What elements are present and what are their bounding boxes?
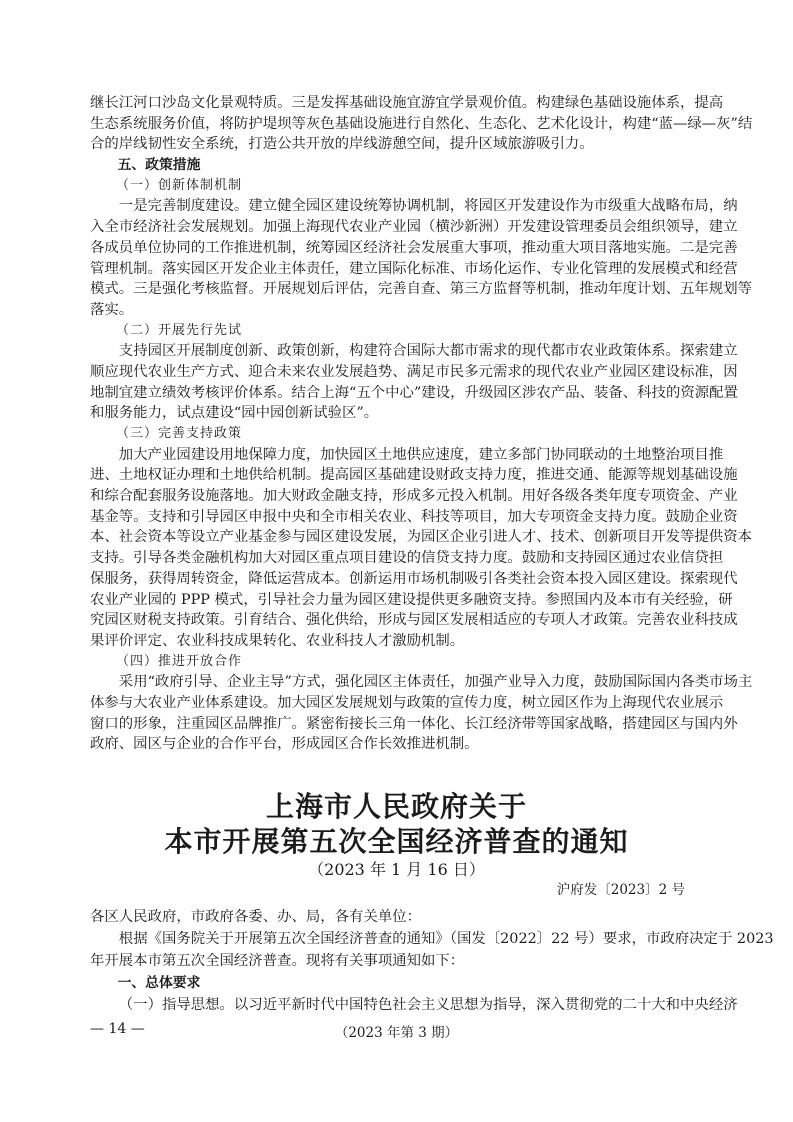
text-line: 五、政策措施	[117, 157, 201, 174]
notice-date: （2023 年 1 月 16 日）	[308, 860, 485, 879]
text-line: 支持。引导各类金融机构加大对园区重点项目建设的信贷支持力度。鼓励和支持园区通过农业信贷担	[90, 550, 724, 567]
text-line: 生态系统服务价值，将防护堤坝等灰色基础设施进行自然化、生态化、艺术化设计，构建“蓝—绿—灰”结	[90, 115, 753, 132]
paragraph	[90, 445, 752, 652]
text-line: （四）推进开放合作	[116, 653, 243, 669]
text-line: 合的岸线韧性安全系统，打造公共开放的岸线游憩空间，提升区域旅游吸引力。	[90, 136, 594, 153]
page-number: — 14 —	[90, 1021, 145, 1037]
paragraph	[90, 994, 738, 1016]
text-line: 支持园区开展制度创新、政策创新，构建符合国际大都市需求的现代都市农业政策体系。探索建立	[118, 343, 738, 360]
text-line: 地制宜建立绩效考核评价体系。结合上海“五个中心”建设，升级园区涉农产品、装备、科技的资源配置	[90, 384, 738, 401]
notice-title-line2: 本市开展第五次全国经济普查的通知	[164, 825, 629, 858]
text-line: 基金等。支持和引导园区申报中央和全市相关农业、科技等项目，加大专项资金支持力度。鼓励企业资	[90, 508, 738, 525]
text-line: 一、总体要求	[117, 975, 201, 991]
text-line: 继长江河口沙岛文化景观特质。三是发挥基础设施宜游宜学景观价值。构建绿色基础设施体系，提高	[90, 95, 724, 111]
text-line: 本、社会资本等设立产业基金参与园区建设发展，为园区企业引进人才、技术、创新项目开发等提供资本	[90, 529, 752, 546]
text-line: 和服务能力，试点建设“园中园创新试验区”。	[90, 405, 379, 422]
text-line: 政府、园区与企业的合作平台，形成园区合作长效推进机制。	[90, 736, 479, 753]
paragraph	[90, 906, 706, 928]
text-line: （三）完善支持政策	[116, 426, 243, 441]
text-line: 究园区财税支持政策。引育结合、强化供给，形成与园区发展相适应的专项人才政策。完善农业科技成	[90, 612, 738, 629]
text-line: （二）开展先行先试	[116, 322, 243, 338]
text-line: 保服务，获得周转资金，降低运营成本。创新运用市场机制吸引各类社会资本投入园区建设。探索现代	[90, 570, 738, 587]
paragraph	[90, 672, 753, 755]
text-line: 模式。三是强化考核监督。开展规划后评估，完善自查、第三方监督等机制，推动年度计划、五年规划等	[90, 281, 752, 298]
issue-label: （2023 年第 3 期）	[334, 1025, 459, 1041]
text-line: 窗口的形象，注重园区品牌推广。紧密衔接长三角一体化、长江经济带等国家战略，搭建园区与国内外	[90, 715, 738, 732]
text-line: 根据《国务院关于开展第五次全国经济普查的通知》（国发〔2022〕22 号）要求，市政府决定于 2023	[118, 931, 774, 947]
section-heading	[90, 155, 706, 176]
text-line: 体参与大农业产业体系建设。加大园区发展规划与政策的宣传力度，树立园区作为上海现代农业展示	[90, 694, 724, 711]
text-line: 加大产业园建设用地保障力度，加快园区土地供应速度，建立多部门协同联动的土地整治项目推	[118, 446, 724, 463]
text-line: 顺应现代农业生产方式、迎合未来农业发展趋势、满足市民多元需求的现代农业产业园区建设标准，因	[90, 363, 738, 380]
paragraph	[90, 93, 753, 155]
text-line: 一是完善制度建设。建立健全园区建设统筹协调机制，将园区开发建设作为市级重大战略布局，纳	[118, 198, 738, 215]
paragraph	[90, 196, 752, 320]
text-line: 果评价评定、农业科技成果转化、农业科技人才激励机制。	[90, 632, 465, 649]
text-line: 采用“政府引导、企业主导”方式，强化园区主体责任，加强产业导入力度，鼓励国际国内各类市场主	[118, 674, 753, 691]
notice-body	[90, 906, 774, 1016]
section-heading	[90, 972, 706, 994]
text-line: 各区人民政府，市政府各委、办、局，各有关单位：	[90, 909, 421, 925]
text-line: 各成员单位协同的工作推进机制，统筹园区经济社会发展重大事项，推动重大项目落地实施。二是完善	[90, 239, 738, 256]
paragraph	[90, 928, 774, 972]
text-line: （一）指导思想。以习近平新时代中国特色社会主义思想为指导，深入贯彻党的二十大和中央经济	[118, 997, 738, 1013]
text-line: 管理机制。落实园区开发企业主体责任，建立国际化标准、市场化运作、专业化管理的发展模式和经营	[90, 260, 738, 277]
text-line: 农业产业园的 PPP 模式，引导社会力量为园区建设提供更多融资支持。参照国内及本市有关经验，研	[90, 591, 733, 608]
subsection-heading	[90, 321, 706, 342]
subsection-heading	[90, 176, 706, 197]
text-line: 和综合配套服务设施落地。加大财政金融支持，形成多元投入机制。用好各级各类年度专项资金、产业	[90, 488, 738, 505]
text-line: 年开展本市第五次全国经济普查。现将有关事项通知如下：	[90, 953, 465, 969]
text-line: 落实。	[90, 301, 134, 318]
subsection-heading	[90, 652, 706, 673]
subsection-heading	[90, 424, 706, 445]
previous-article-body	[90, 93, 753, 755]
notice-title-line1: 上海市人民政府关于	[265, 790, 527, 823]
text-line: 入全市经济社会发展规划。加强上海现代农业产业园（横沙新洲）开发建设管理委员会组织领导，建立	[90, 219, 738, 236]
text-line: 进、土地权证办理和土地供给机制。提高园区基础建设财政支持力度，推进交通、能源等规划基础设施	[90, 467, 738, 484]
text-line: （一）创新体制机制	[116, 177, 243, 193]
document-number: 沪府发〔2023〕2 号	[556, 882, 685, 898]
paragraph	[90, 341, 738, 424]
